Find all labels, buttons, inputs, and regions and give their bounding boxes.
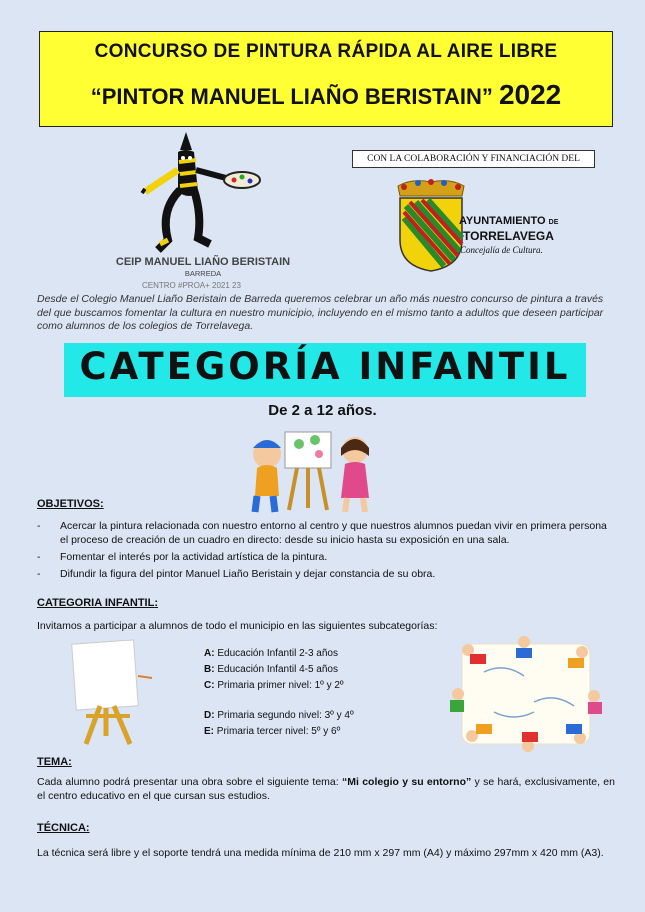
contest-year: 2022 (498, 79, 562, 110)
collaboration-box: CON LA COLABORACIÓN Y FINANCIACIÓN DEL (352, 150, 595, 168)
easel-canvas-illustration (68, 636, 158, 748)
list-item: - Fomentar el interés por la actividad artística de la pintura. (37, 550, 617, 564)
age-range: De 2 a 12 años. (268, 402, 377, 419)
ayuntamiento-label: AYUNTAMIENTO DE (459, 215, 559, 227)
intro-paragraph: Desde el Colegio Manuel Liaño Beristain de Barreda queremos celebrar un año más nuestro concurso de pintura a través del que buscamos fomentar la cultura en nuestro municipio, incluyendo en el mismo tanto a adultos que deseen participar como alumnos de los colegios de Torrelavega. (37, 293, 604, 332)
kids-painting-illustration (237, 426, 387, 516)
categoria-heading: CATEGORIA INFANTIL: (37, 597, 158, 609)
proa-label: CENTRO #PROA+ 2021 23 (142, 281, 241, 290)
list-item: D: Primaria segundo nivel: 3º y 4º (204, 710, 354, 721)
painter-name: “PINTOR MANUEL LIAÑO BERISTAIN” (90, 84, 493, 109)
concejalia-label: Concejalía de Cultura. (460, 245, 543, 255)
list-item: A: Educación Infantil 2-3 años (204, 648, 338, 659)
category-banner (64, 343, 586, 397)
torrelavega-label: TORRELAVEGA (463, 229, 554, 243)
kids-drawing-circle-illustration (444, 632, 607, 755)
school-name: CEIP MANUEL LIAÑO BERISTAIN (115, 256, 291, 268)
objetivos-heading: OBJETIVOS: (37, 498, 104, 510)
list-item: B: Educación Infantil 4-5 años (204, 664, 338, 675)
list-item: E: Primaria tercer nivel: 5º y 6º (204, 726, 341, 737)
category-banner-text: CATEGORÍA INFANTIL (79, 345, 571, 388)
list-item: - Difundir la figura del pintor Manuel Liaño Beristain y dejar constancia de su obra. (37, 567, 617, 581)
school-place: BARREDA (184, 269, 222, 278)
categoria-intro: Invitamos a participar a alumnos de todo el municipio en las siguientes subcategorías: (37, 620, 438, 632)
tecnica-paragraph: La técnica será libre y el soporte tendrá una medida mínima de 210 mm x 297 mm (A4) y máximo 297mm x 420 mm (A3). (37, 847, 604, 859)
contest-subtitle (40, 79, 612, 111)
title-box (39, 31, 613, 127)
objetivos-list (37, 519, 617, 584)
tema-highlight: “Mi colegio y su entorno” (341, 776, 472, 788)
list-item: - Acercar la pintura relacionada con nuestro entorno al centro y que nuestros alumnos puedan vivir en primera persona el proceso de creación de un cuadro en directo: desde su inicio hasta su exposición en una sala. (37, 519, 617, 547)
list-item: C: Primaria primer nivel: 1º y 2º (204, 680, 344, 691)
tecnica-heading: TÉCNICA: (37, 822, 90, 834)
tema-heading: TEMA: (37, 756, 72, 768)
subcategories-list (204, 648, 354, 742)
contest-title: CONCURSO DE PINTURA RÁPIDA AL AIRE LIBRE (94, 41, 558, 62)
tema-paragraph: Cada alumno podrá presentar una obra sobre el siguiente tema: “Mi colegio y su entorno” y se hará, exclusivamente, en el centro educativo en el que cursan sus estudios. (37, 776, 615, 802)
